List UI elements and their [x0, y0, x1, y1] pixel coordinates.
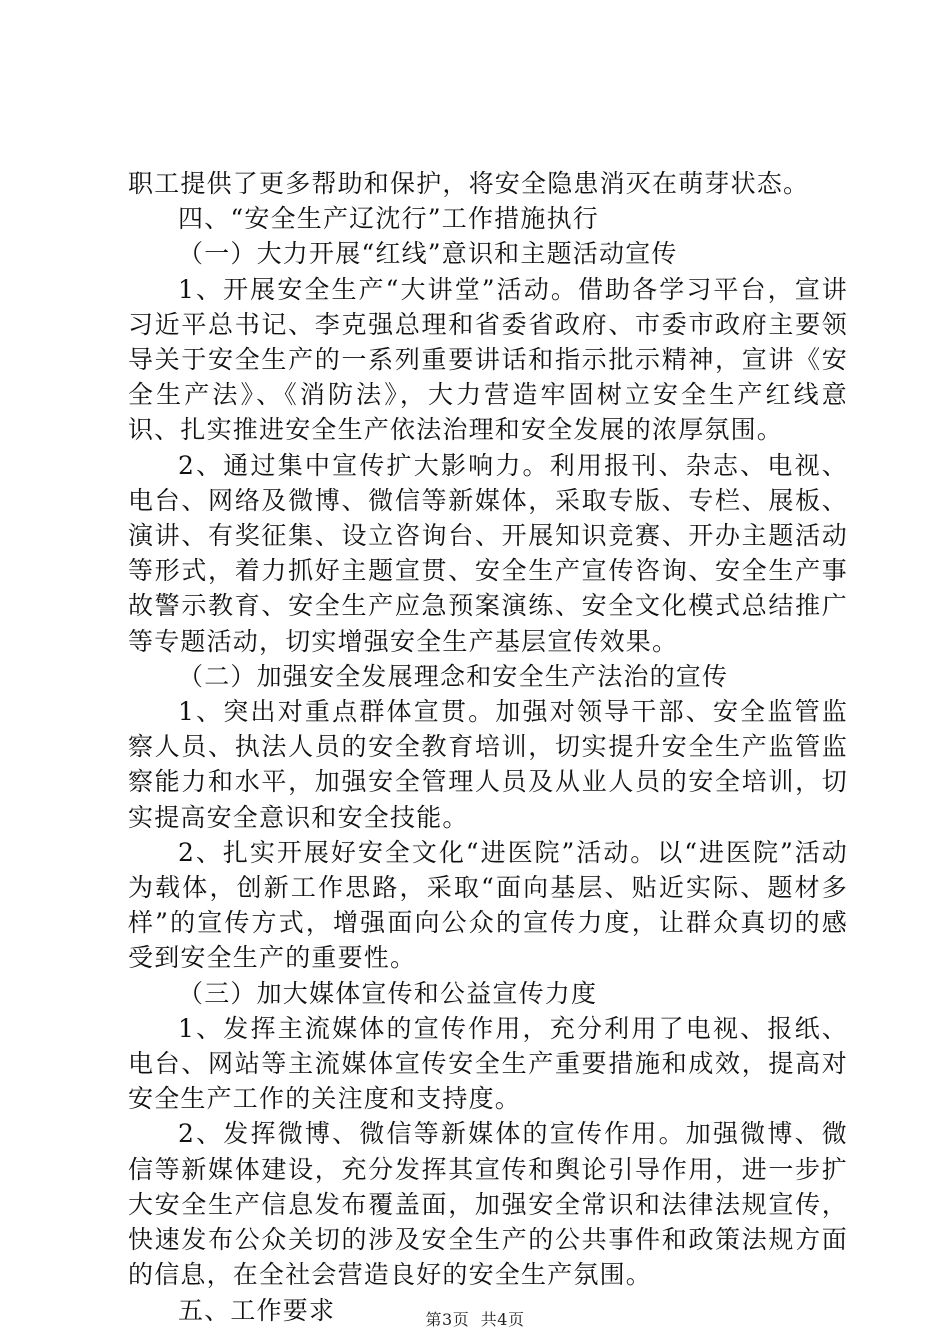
page-number: 第3页 — [425, 1310, 470, 1329]
section-heading-4: 四、“安全生产辽沈行”工作措施执行 — [178, 204, 599, 234]
section-heading-5: 五、工作要求 — [178, 1295, 336, 1325]
paragraph-1: 职工提供了更多帮助和保护，将安全隐患消灭在萌芽状态。 — [128, 169, 810, 198]
paragraph-1-2: 2、通过集中宣传扩大影响力。利用报刊、杂志、电视、电台、网络及微博、微信等新媒体，采取专版、专栏、展板、演讲、有奖征集、设立咨询台、开展知识竞赛、开办主题活动等形式，着力抓好主题宣贯、安全生产宣传咨询、安全生产事故警示教育、安全生产应急预案演练、安全文化模式总结推广等专题活动，切实增强安全生产基层宣传效果。 — [128, 450, 848, 656]
document-body — [128, 166, 848, 1328]
paragraph-3-2: 2、发挥微博、微信等新媒体的宣传作用。加强微博、微信等新媒体建设，充分发挥其宣传和舆论引导作用，进一步扩大安全生产信息发布覆盖面，加强安全常识和法律法规宣传，快速发布公众关切的涉及安全生产的公共事件和政策法规方面的信息，在全社会营造良好的安全生产氛围。 — [128, 1119, 848, 1290]
paragraph-2-2: 2、扎实开展好安全文化“进医院”活动。以“进医院”活动为载体，创新工作思路，采取“面向基层、贴近实际、题材多样”的宣传方式，增强面向公众的宣传力度，让群众真切的感受到安全生产的重要性。 — [128, 837, 848, 973]
paragraph-3-1: 1、发挥主流媒体的宣传作用，充分利用了电视、报纸、电台、网站等主流媒体宣传安全生产重要措施和成效，提高对安全生产工作的关注度和支持度。 — [128, 1013, 848, 1114]
paragraph-2-1: 1、突出对重点群体宣贯。加强对领导干部、安全监管监察人员、执法人员的安全教育培训，切实提升安全生产监管监察能力和水平，加强安全管理人员及从业人员的安全培训，切实提高安全意识和安全技能。 — [128, 697, 848, 832]
paragraph-1-1: 1、开展安全生产“大讲堂”活动。借助各学习平台，宣讲习近平总书记、李克强总理和省委省政府、市委市政府主要领导关于安全生产的一系列重要讲话和指示批示精神，宣讲《安全生产法》、《消防法》，大力营造牢固树立安全生产红线意识、扎实推进安全生产依法治理和安全发展的浓厚氛围。 — [128, 274, 848, 445]
subsection-heading-2: （二）加强安全发展理念和安全生产法治的宣传 — [178, 661, 729, 691]
page-footer — [0, 1307, 950, 1330]
subsection-heading-1: （一）大力开展“红线”意识和主题活动宣传 — [178, 239, 678, 269]
page-total: 共4页 — [480, 1310, 525, 1329]
subsection-heading-3: （三）加大媒体宣传和公益宣传力度 — [178, 978, 598, 1008]
